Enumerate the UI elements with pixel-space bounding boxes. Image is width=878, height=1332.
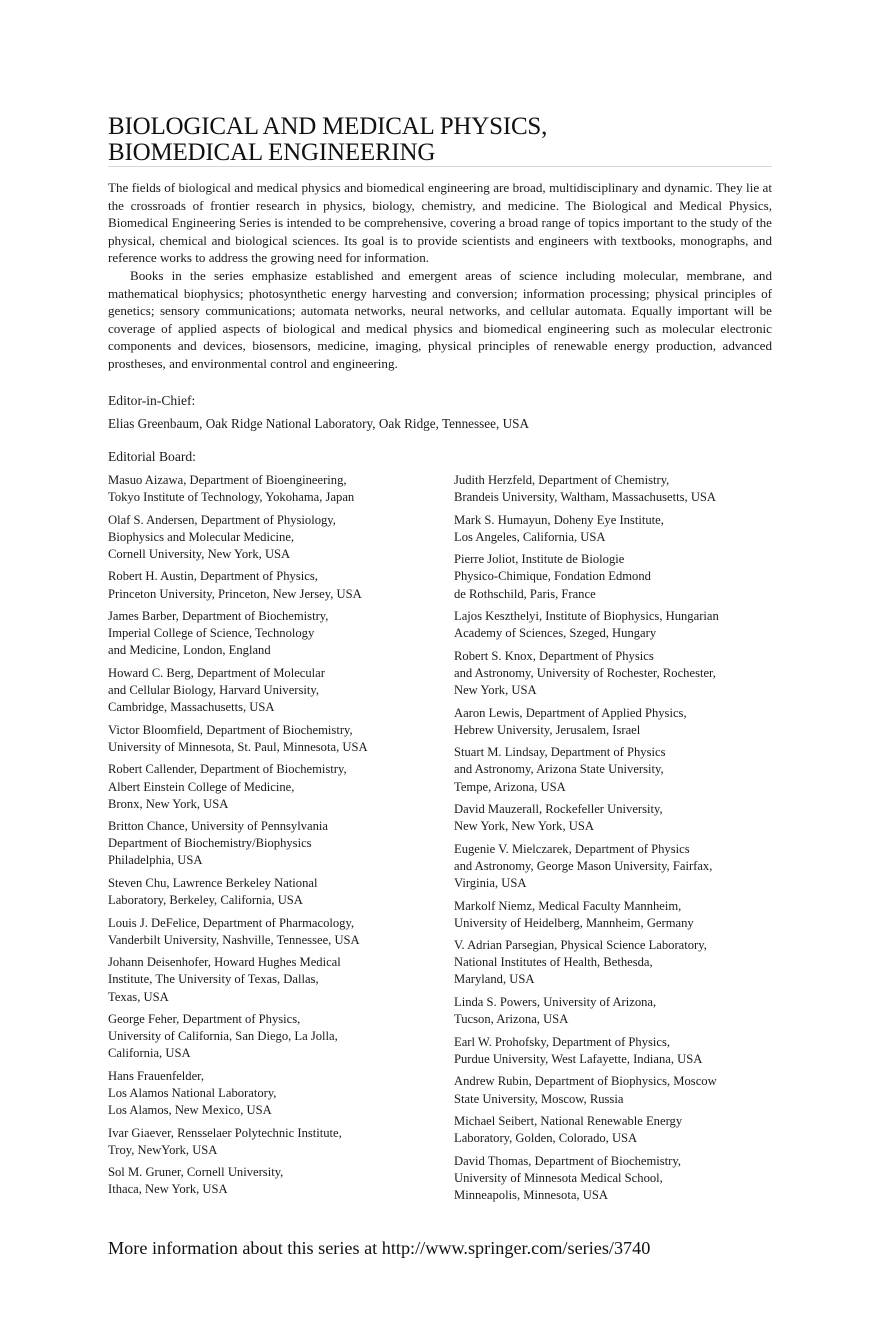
board-member-line: Andrew Rubin, Department of Biophysics, Moscow — [454, 1074, 717, 1089]
board-member-line: Linda S. Powers, University of Arizona, — [454, 995, 657, 1010]
board-member-line: Olaf S. Andersen, Department of Physiology, — [108, 512, 336, 527]
board-member-line: Albert Einstein College of Medicine, — [108, 779, 295, 794]
board-member-line: Hans Frauenfelder, — [108, 1068, 205, 1083]
board-member-entry — [454, 898, 774, 932]
board-member-line: Physico-Chimique, Fondation Edmond — [454, 569, 651, 584]
board-member-line: New York, USA — [454, 683, 537, 698]
board-member-line: Johann Deisenhofer, Howard Hughes Medical — [108, 955, 341, 970]
board-member-line: Sol M. Gruner, Cornell University, — [108, 1165, 284, 1180]
editorial-board-right-column — [454, 472, 774, 1210]
board-member-entry — [454, 512, 774, 546]
board-member-entry — [108, 1164, 428, 1198]
board-member-entry — [108, 665, 428, 716]
board-member-line: Mark S. Humayun, Doheny Eye Institute, — [454, 512, 664, 527]
board-member-line: Ivar Giaever, Rensselaer Polytechnic Institute, — [108, 1125, 342, 1140]
board-member-line: and Astronomy, Arizona State University, — [454, 762, 664, 777]
board-member-line: Steven Chu, Lawrence Berkeley National — [108, 875, 318, 890]
board-member-entry — [108, 568, 428, 602]
series-description — [108, 179, 772, 373]
board-member-entry — [108, 722, 428, 756]
board-member-entry — [108, 954, 428, 1005]
board-member-entry — [454, 994, 774, 1028]
board-member-entry — [454, 648, 774, 699]
board-member-entry — [108, 512, 428, 563]
board-member-line: James Barber, Department of Biochemistry, — [108, 609, 329, 624]
board-member-entry — [108, 915, 428, 949]
board-member-line: Los Alamos National Laboratory, — [108, 1086, 277, 1100]
editorial-board-left-column — [108, 472, 428, 1204]
board-member-line: California, USA — [108, 1046, 191, 1061]
board-member-line: New York, New York, USA — [454, 819, 594, 834]
board-member-line: Michael Seibert, National Renewable Energy — [454, 1114, 683, 1129]
board-member-line: University of Heidelberg, Mannheim, Germany — [454, 915, 694, 930]
board-member-line: de Rothschild, Paris, France — [454, 586, 596, 601]
board-member-line: Hebrew University, Jerusalem, Israel — [454, 722, 641, 737]
board-member-line: Brandeis University, Waltham, Massachusetts, USA — [454, 490, 717, 505]
board-member-line: Pierre Joliot, Institute de Biologie — [454, 552, 625, 567]
board-member-line: Robert H. Austin, Department of Physics, — [108, 569, 318, 584]
board-member-line: Los Alamos, New Mexico, USA — [108, 1103, 272, 1118]
intro-paragraph-2: Books in the series emphasize established and emergent areas of science including molecular, membrane, and mathematical biophysics; photosynthetic energy harvesting and conversion; information processing; physical principles of genetics; sensory communications; automata networks, neural networks, and cellular automata. Equally important will be coverage of applied aspects of biological and medical physics and biomedical engineering such as molecular electronic components and devices, biosensors, medicine, imaging, physical principles of renewable energy production, advanced prostheses, and environmental control and engineering. — [108, 267, 772, 371]
board-member-line: Laboratory, Golden, Colorado, USA — [454, 1131, 638, 1146]
board-member-entry — [454, 551, 774, 602]
board-member-entry — [108, 875, 428, 909]
board-member-line: Lajos Keszthelyi, Institute of Biophysics, Hungarian — [454, 609, 719, 624]
board-member-line: Maryland, USA — [454, 972, 535, 987]
board-member-entry — [454, 1073, 774, 1107]
board-member-line: State University, Moscow, Russia — [454, 1091, 624, 1106]
board-member-line: Victor Bloomfield, Department of Biochemistry, — [108, 722, 353, 737]
board-member-line: Imperial College of Science, Technology — [108, 626, 315, 641]
board-member-entry — [108, 472, 428, 506]
board-member-line: Philadelphia, USA — [108, 853, 203, 868]
board-member-line: Virginia, USA — [454, 875, 527, 890]
board-member-line: Cornell University, New York, USA — [108, 546, 291, 561]
board-member-line: Vanderbilt University, Nashville, Tennessee, USA — [108, 932, 360, 947]
board-member-line: and Cellular Biology, Harvard University, — [108, 683, 320, 698]
title-divider — [108, 166, 772, 167]
board-member-entry — [108, 608, 428, 659]
board-member-line: Britton Chance, University of Pennsylvania — [108, 819, 329, 834]
board-member-line: and Medicine, London, England — [108, 643, 271, 658]
board-member-line: Eugenie V. Mielczarek, Department of Physics — [454, 841, 690, 856]
board-member-line: and Astronomy, University of Rochester, Rochester, — [454, 665, 716, 680]
board-member-line: Purdue University, West Lafayette, Indiana, USA — [454, 1051, 703, 1066]
board-member-line: University of Minnesota Medical School, — [454, 1170, 663, 1185]
board-member-line: Howard C. Berg, Department of Molecular — [108, 665, 325, 680]
board-member-line: Biophysics and Molecular Medicine, — [108, 529, 295, 544]
board-member-entry — [454, 608, 774, 642]
board-member-line: Laboratory, Berkeley, California, USA — [108, 893, 303, 908]
editor-in-chief-entry: Elias Greenbaum, Oak Ridge National Laboratory, Oak Ridge, Tennessee, USA — [108, 416, 529, 431]
board-member-line: Robert Callender, Department of Biochemistry, — [108, 762, 347, 777]
board-member-line: Troy, NewYork, USA — [108, 1142, 218, 1157]
board-member-entry — [108, 1068, 428, 1119]
board-member-line: Cambridge, Massachusetts, USA — [108, 700, 275, 715]
board-member-line: and Astronomy, George Mason University, Fairfax, — [454, 858, 713, 873]
board-member-line: Tempe, Arizona, USA — [454, 779, 566, 794]
board-member-line: Aaron Lewis, Department of Applied Physics, — [454, 705, 687, 720]
board-member-entry — [108, 761, 428, 812]
editorial-board-label: Editorial Board: — [108, 449, 196, 464]
series-title-line-2: BIOMEDICAL ENGINEERING — [108, 139, 436, 166]
board-member-line: Los Angeles, California, USA — [454, 529, 606, 544]
board-member-entry — [454, 1113, 774, 1147]
board-member-entry — [454, 1153, 774, 1204]
series-title — [108, 114, 772, 166]
board-member-entry — [108, 818, 428, 869]
board-member-line: Tokyo Institute of Technology, Yokohama, Japan — [108, 490, 355, 505]
board-member-line: National Institutes of Health, Bethesda, — [454, 955, 653, 970]
board-member-line: University of California, San Diego, La Jolla, — [108, 1029, 338, 1044]
intro-paragraph-1: The fields of biological and medical physics and biomedical engineering are broad, multidisciplinary and dynamic. They lie at the crossroads of frontier research in physics, biology, chemistry, and medicine. The Biological and Medical Physics, Biomedical Engineering Series is intended to be comprehensive, covering a broad range of topics important to the study of the physical, chemical and biological sciences. Its goal is to provide scientists and engineers with textbooks, monographs, and reference works to address the growing need for information. — [108, 180, 772, 266]
board-member-line: Markolf Niemz, Medical Faculty Mannheim, — [454, 898, 682, 913]
board-member-line: David Thomas, Department of Biochemistry, — [454, 1153, 681, 1168]
board-member-entry — [454, 705, 774, 739]
board-member-line: Stuart M. Lindsay, Department of Physics — [454, 745, 666, 760]
board-member-line: George Feher, Department of Physics, — [108, 1012, 301, 1027]
board-member-line: Institute, The University of Texas, Dallas, — [108, 972, 319, 987]
board-member-entry — [108, 1125, 428, 1159]
board-member-line: David Mauzerall, Rockefeller University, — [454, 802, 663, 817]
board-member-line: Robert S. Knox, Department of Physics — [454, 648, 654, 663]
board-member-entry — [454, 1034, 774, 1068]
board-member-line: Tucson, Arizona, USA — [454, 1012, 569, 1027]
board-member-line: V. Adrian Parsegian, Physical Science Laboratory, — [454, 938, 707, 953]
board-member-line: Bronx, New York, USA — [108, 796, 229, 811]
board-member-entry — [454, 801, 774, 835]
board-member-line: Minneapolis, Minnesota, USA — [454, 1187, 608, 1202]
board-member-line: Earl W. Prohofsky, Department of Physics, — [454, 1034, 671, 1049]
series-title-line-1: BIOLOGICAL AND MEDICAL PHYSICS, — [108, 113, 548, 140]
board-member-line: Princeton University, Princeton, New Jersey, USA — [108, 586, 362, 601]
board-member-line: Ithaca, New York, USA — [108, 1182, 228, 1197]
board-member-entry — [454, 937, 774, 988]
board-member-line: University of Minnesota, St. Paul, Minnesota, USA — [108, 739, 368, 754]
board-member-entry — [108, 1011, 428, 1062]
board-member-line: Department of Biochemistry/Biophysics — [108, 836, 312, 851]
board-member-entry — [454, 744, 774, 795]
more-info-link-text: More information about this series at http://www.springer.com/series/3740 — [108, 1238, 651, 1258]
board-member-entry — [454, 841, 774, 892]
board-member-line: Judith Herzfeld, Department of Chemistry, — [454, 473, 670, 487]
board-member-line: Masuo Aizawa, Department of Bioengineering, — [108, 473, 347, 487]
board-member-entry — [454, 472, 774, 506]
editor-in-chief-label: Editor-in-Chief: — [108, 393, 196, 408]
board-member-line: Louis J. DeFelice, Department of Pharmacology, — [108, 915, 355, 930]
board-member-line: Texas, USA — [108, 989, 169, 1004]
board-member-line: Academy of Sciences, Szeged, Hungary — [454, 626, 657, 641]
